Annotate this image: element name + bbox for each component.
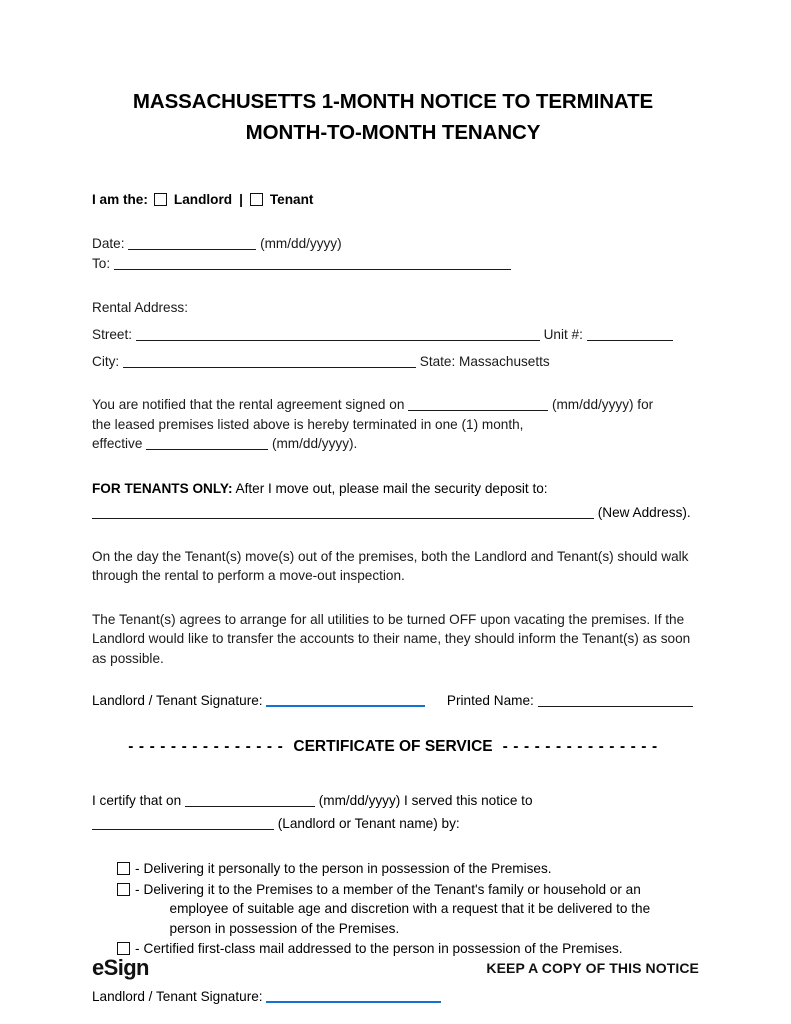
- certify-line1-suffix: (mm/dd/yyyy) I served this notice to: [318, 793, 533, 808]
- service-option-2-text: [144, 880, 694, 939]
- notice-line1-suffix: (mm/dd/yyyy) for: [551, 397, 654, 412]
- signature-row-1: [92, 693, 694, 708]
- street-row: [92, 325, 694, 344]
- signature-2-input-line[interactable]: [266, 989, 441, 1003]
- checkbox-personal-delivery-icon[interactable]: [117, 862, 130, 875]
- street-label: Street:: [92, 327, 133, 342]
- party-selection-row: [92, 192, 694, 207]
- notice-paragraph: [92, 395, 694, 454]
- date-label: Date:: [92, 236, 125, 251]
- service-option-2-first-line: Delivering it to the Premises to a member of the Tenant's family or household or an: [143, 881, 641, 897]
- date-to-block: [92, 234, 694, 273]
- certificate-of-service-heading: CERTIFICATE OF SERVICE: [293, 738, 493, 755]
- checkbox-certified-mail-icon[interactable]: [117, 942, 130, 955]
- service-option-3-dash: -: [135, 941, 140, 956]
- utilities-paragraph: The Tenant(s) agrees to arrange for all utilities to be turned OFF upon vacating the premises. If the Landlord would like to transfer the accounts to their name, they should inform the Tenant(s) as soon as possible.: [92, 611, 691, 666]
- certify-line-1: [92, 790, 694, 812]
- notice-line3-prefix: effective: [92, 436, 143, 451]
- certify-date-input-line[interactable]: [185, 794, 315, 807]
- service-option-item[interactable]: [117, 880, 694, 939]
- keep-copy-notice: KEEP A COPY OF THIS NOTICE: [486, 960, 699, 976]
- title-line-1: MASSACHUSETTS 1-MONTH NOTICE TO TERMINATE: [132, 90, 654, 113]
- city-input-line[interactable]: [123, 355, 416, 368]
- certify-name-input-line[interactable]: [92, 817, 274, 830]
- signature-2-label: Landlord / Tenant Signature:: [92, 988, 263, 1004]
- tenants-only-block: [92, 478, 694, 523]
- to-label: To:: [92, 256, 111, 271]
- notice-line1-prefix: You are notified that the rental agreement signed on: [92, 397, 405, 412]
- signature-1-label: Landlord / Tenant Signature:: [92, 693, 263, 708]
- date-input-line[interactable]: [128, 237, 256, 250]
- party-label: I am the:: [92, 192, 148, 207]
- party-option-landlord-label[interactable]: Landlord: [173, 192, 233, 207]
- title-line-2: MONTH-TO-MONTH TENANCY: [245, 121, 541, 144]
- notice-line3-suffix: (mm/dd/yyyy).: [271, 436, 358, 451]
- service-option-1-dash: -: [135, 861, 140, 876]
- tenants-only-bold-label: FOR TENANTS ONLY:: [92, 480, 233, 496]
- certify-line-2: [92, 813, 694, 835]
- checkbox-landlord-icon[interactable]: [154, 193, 167, 206]
- service-option-2-continuation: employee of suitable age and discretion with a request that it be delivered to the person in possession of the Premises.: [169, 901, 651, 936]
- esign-logo[interactable]: eSign: [92, 955, 149, 980]
- document-content: [92, 0, 694, 1004]
- service-options-list: [117, 859, 694, 959]
- unit-label: Unit #:: [543, 327, 583, 342]
- city-label: City:: [92, 354, 120, 369]
- divider-dashes-left: - - - - - - - - - - - - - - -: [128, 738, 284, 755]
- effective-date-line[interactable]: [146, 437, 268, 450]
- certificate-of-service-divider: [92, 738, 694, 756]
- new-address-label: (New Address).: [597, 504, 691, 520]
- checkbox-family-delivery-icon[interactable]: [117, 883, 130, 896]
- inspection-paragraph: On the day the Tenant(s) move(s) out of the premises, both the Landlord and Tenant(s) should walk through the rental to perform a move-out inspection.: [92, 548, 689, 583]
- new-address-input-line[interactable]: [92, 506, 594, 519]
- unit-input-line[interactable]: [587, 328, 673, 341]
- signature-row-2: [92, 989, 694, 1004]
- page-footer: [92, 955, 699, 981]
- certify-line2-suffix: (Landlord or Tenant name) by:: [277, 816, 460, 831]
- tenants-only-line1: [92, 478, 694, 499]
- tenants-only-text: After I move out, please mail the security deposit to:: [235, 480, 548, 496]
- state-label: State: Massachusetts: [419, 354, 550, 369]
- tenants-only-line2: [92, 502, 694, 523]
- to-row: [92, 254, 694, 273]
- notice-line2: the leased premises listed above is hereby terminated in one (1) month,: [92, 416, 524, 432]
- service-option-2-dash: -: [135, 881, 140, 897]
- to-input-line[interactable]: [114, 257, 511, 270]
- signature-1-input-line[interactable]: [266, 693, 425, 707]
- party-option-tenant-label[interactable]: Tenant: [269, 192, 314, 207]
- rental-address-heading: Rental Address:: [92, 300, 188, 315]
- agreement-signed-date-line[interactable]: [408, 398, 548, 411]
- checkbox-tenant-icon[interactable]: [250, 193, 263, 206]
- street-input-line[interactable]: [136, 328, 540, 341]
- printed-name-input-line[interactable]: [538, 694, 693, 707]
- date-row: [92, 234, 694, 253]
- service-option-3-text: Certified first-class mail addressed to the person in possession of the Premises.: [143, 941, 623, 956]
- certify-line1-prefix: I certify that on: [92, 793, 182, 808]
- city-row: [92, 352, 694, 371]
- date-format-hint: (mm/dd/yyyy): [260, 236, 342, 251]
- party-separator: |: [239, 192, 243, 207]
- page-title: [92, 86, 694, 148]
- service-option-item[interactable]: [117, 859, 694, 879]
- printed-name-label: Printed Name:: [446, 693, 534, 708]
- rental-address-block: [92, 298, 694, 371]
- divider-dashes-right: - - - - - - - - - - - - - - -: [502, 738, 658, 755]
- service-option-1-text: Delivering it personally to the person in possession of the Premises.: [143, 861, 552, 876]
- certify-block: [92, 790, 694, 835]
